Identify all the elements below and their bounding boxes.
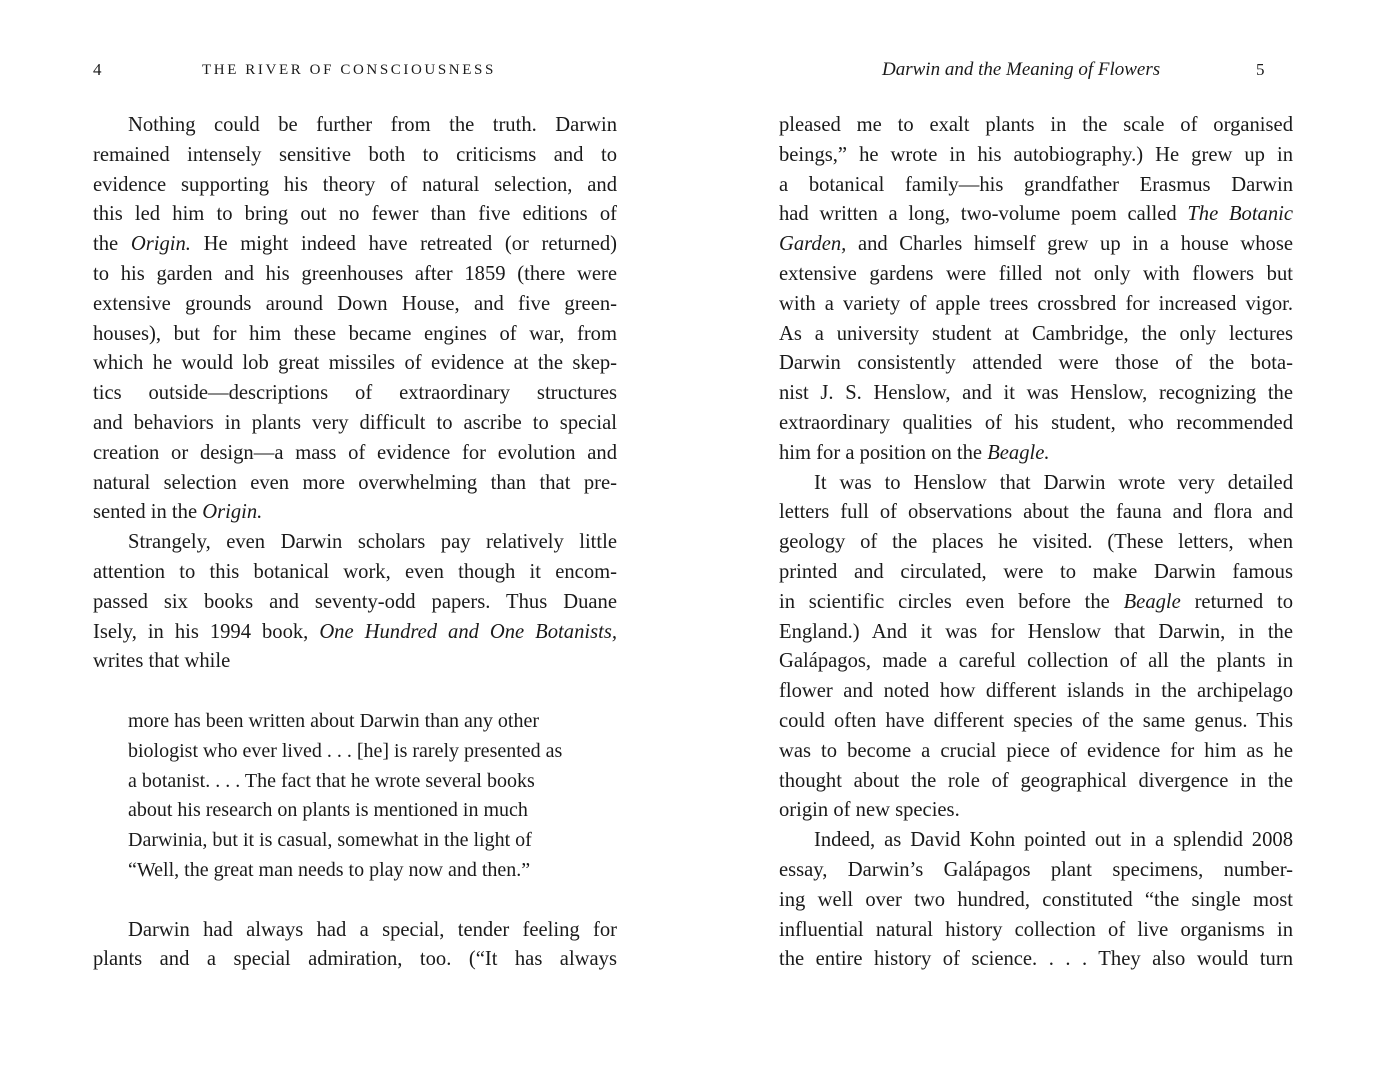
text-line: Darwin had always had a special, tender feeling for <box>128 918 617 941</box>
text-span: had written a long, two-volume poem called <box>779 203 1188 226</box>
text-span: returned to <box>1180 590 1293 613</box>
quote-spacer <box>93 677 617 707</box>
text-line <box>93 618 617 648</box>
text-line: houses), but for him these became engines of war, from <box>93 322 617 345</box>
text-span: sented in the <box>93 501 203 524</box>
running-head: Darwin and the Meaning of Flowers <box>882 59 1161 80</box>
text-line: and behaviors in plants very difficult to ascribe to special <box>93 411 617 434</box>
italic-title: Garden, <box>779 233 847 256</box>
text-line: letters full of observations about the fauna and flora and <box>779 501 1293 524</box>
text-line: which he would lob great missiles of evidence at the skep- <box>93 352 617 375</box>
text-line: extensive gardens were filled not only with flowers but <box>779 262 1293 285</box>
text-line: geology of the places he visited. (These letters, when <box>779 531 1293 554</box>
text-line: printed and circulated, were to make Darwin famous <box>779 560 1293 583</box>
italic-title: One Hundred and One Botanists, <box>319 620 617 643</box>
left-page-header <box>0 58 692 82</box>
text-span: and Charles himself grew up in a house whose <box>846 233 1293 256</box>
text-line: Darwin consistently attended were those of the bota- <box>779 352 1293 375</box>
text-span: the <box>93 233 131 256</box>
text-line: Strangely, even Darwin scholars pay relatively little <box>128 531 617 554</box>
text-line <box>779 439 1293 469</box>
text-line: to his garden and his greenhouses after 1859 (there were <box>93 262 617 285</box>
text-line: flower and noted how different islands in the archipelago <box>779 680 1293 703</box>
right-page <box>692 0 1384 1080</box>
text-line: passed six books and seventy-odd papers. Thus Duane <box>93 590 617 613</box>
text-line: writes that while <box>93 650 231 673</box>
text-line: remained intensely sensitive both to criticisms and to <box>93 143 617 166</box>
right-page-header <box>692 58 1384 82</box>
text-line: origin of new species. <box>779 799 960 822</box>
quote-line: a botanist. . . . The fact that he wrote several books <box>128 769 535 792</box>
text-line: attention to this botanical work, even though it encom- <box>93 560 617 583</box>
text-line <box>779 200 1293 230</box>
quote-line: about his research on plants is mentioned in much <box>128 799 528 822</box>
text-line: It was to Henslow that Darwin wrote very detailed <box>814 471 1293 494</box>
italic-title: Origin. <box>130 233 191 256</box>
text-line: As a university student at Cambridge, the only lectures <box>779 322 1293 345</box>
text-line: was to become a crucial piece of evidence for him as he <box>779 739 1293 762</box>
text-line: evidence supporting his theory of natural selection, and <box>93 173 617 196</box>
text-span: He might indeed have retreated (or returned) <box>190 233 617 256</box>
left-text-block <box>93 111 617 975</box>
text-span: in scientific circles even before the <box>779 590 1124 613</box>
text-line: extraordinary qualities of his student, who recommended <box>779 411 1293 434</box>
text-line <box>779 588 1293 618</box>
block-quote <box>93 707 582 886</box>
quote-line: “Well, the great man needs to play now and then.” <box>128 858 531 881</box>
text-line: thought about the role of geographical divergence in the <box>779 769 1293 792</box>
page-number: 4 <box>93 60 102 79</box>
text-span: Isely, in his 1994 book, <box>93 620 320 643</box>
text-line: Galápagos, made a careful collection of all the plants in <box>779 650 1293 673</box>
text-line <box>779 230 1293 260</box>
text-line: extensive grounds around Down House, and five green- <box>93 292 617 315</box>
running-head: THE RIVER OF CONSCIOUSNESS <box>202 62 496 78</box>
italic-title: The Botanic <box>1187 203 1293 226</box>
text-span: him for a position on the <box>779 441 988 464</box>
text-line: beings,” he wrote in his autobiography.) He grew up in <box>779 143 1293 166</box>
quote-line: more has been written about Darwin than any other <box>128 709 539 732</box>
page-number: 5 <box>1256 60 1265 79</box>
right-text-block <box>779 111 1293 975</box>
text-line: Indeed, as David Kohn pointed out in a splendid 2008 <box>814 829 1293 852</box>
text-line: this led him to bring out no fewer than five editions of <box>93 203 617 226</box>
text-line: tics outside—descriptions of extraordinary structures <box>93 382 617 405</box>
text-line: with a variety of apple trees crossbred for increased vigor. <box>779 292 1293 315</box>
text-line: could often have different species of the same genus. This <box>779 709 1293 732</box>
italic-title: Beagle <box>1123 590 1181 613</box>
text-line: a botanical family—his grandfather Erasmus Darwin <box>779 173 1293 196</box>
text-line <box>93 230 617 260</box>
text-line: essay, Darwin’s Galápagos plant specimens, number- <box>779 858 1293 881</box>
text-line: natural selection even more overwhelming than that pre- <box>93 471 617 494</box>
quote-line: Darwinia, but it is casual, somewhat in the light of <box>128 829 532 852</box>
text-line <box>93 498 617 528</box>
quote-line: biologist who ever lived . . . [he] is rarely presented as <box>128 739 563 762</box>
text-line: ing well over two hundred, constituted “the single most <box>779 888 1293 911</box>
text-line: plants and a special admiration, too. (“It has always <box>93 948 617 971</box>
italic-title: Beagle. <box>987 441 1050 464</box>
text-line: England.) And it was for Henslow that Darwin, in the <box>779 620 1293 643</box>
text-line: influential natural history collection of live organisms in <box>779 918 1293 941</box>
text-line: the entire history of science. . . . They also would turn <box>779 948 1293 971</box>
text-line: nist J. S. Henslow, and it was Henslow, recognizing the <box>779 382 1293 405</box>
italic-title: Origin. <box>202 501 263 524</box>
text-line: pleased me to exalt plants in the scale of organised <box>779 114 1293 136</box>
text-line: creation or design—a mass of evidence for evolution and <box>93 441 617 464</box>
quote-spacer <box>93 886 617 916</box>
text-line: Nothing could be further from the truth. Darwin <box>128 114 617 136</box>
